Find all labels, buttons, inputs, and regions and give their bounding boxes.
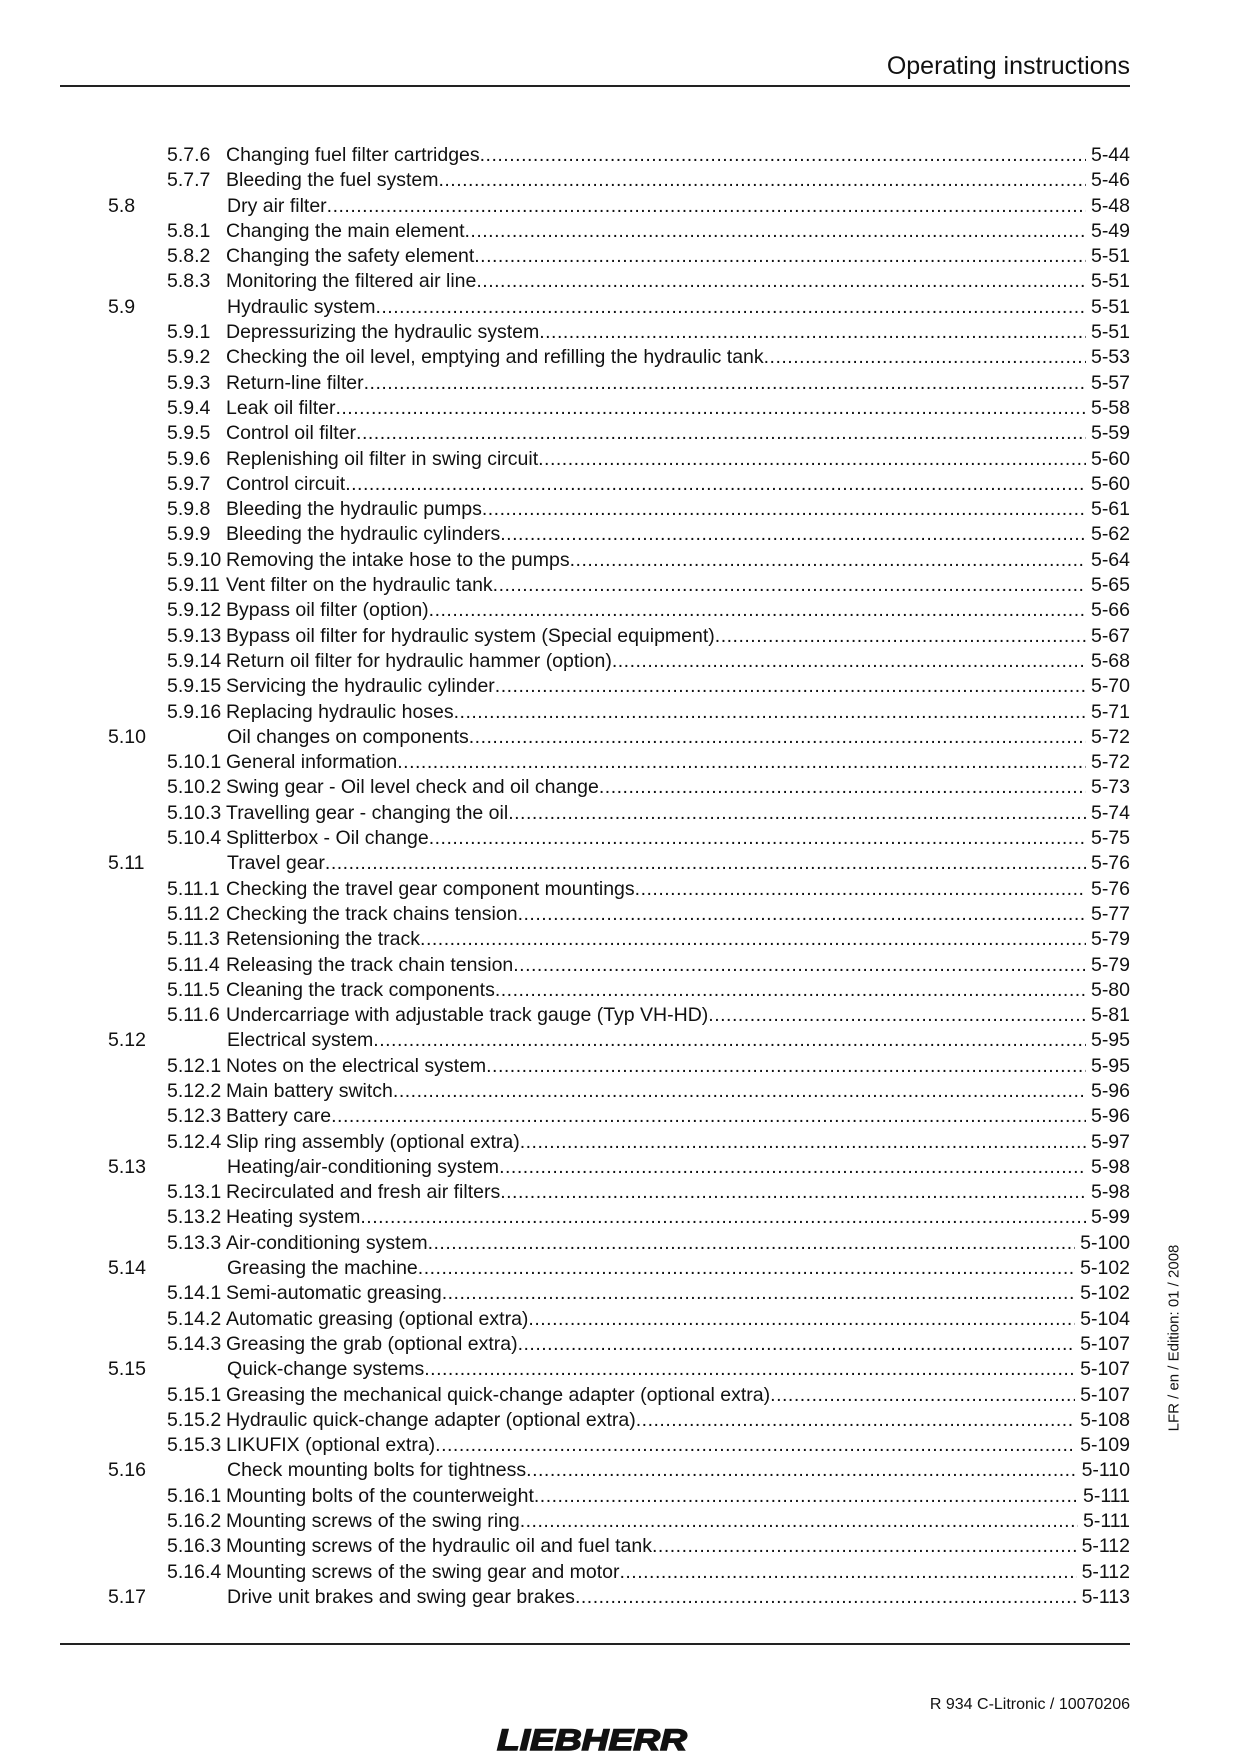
toc-number: 5.11.2 <box>167 902 220 925</box>
toc-page-number: 5-75 <box>1086 826 1130 851</box>
toc-title: Control circuit ..... <box>226 472 1130 497</box>
toc-title: Return-line filter ..... <box>226 371 1130 396</box>
toc-number: 5.9.15 <box>167 675 222 698</box>
toc-page-number: 5-58 <box>1086 396 1130 421</box>
toc-page-number: 5-48 <box>1086 194 1130 219</box>
toc-subsection-row <box>60 1534 1130 1559</box>
toc-title: Heating system ..... <box>226 1205 1130 1230</box>
toc-title: Replacing hydraulic hoses ..... <box>226 700 1130 725</box>
toc-title: Recirculated and fresh air filters ..... <box>226 1180 1130 1205</box>
toc-subsection-row <box>60 826 1130 851</box>
toc-subsection-row <box>60 1307 1130 1332</box>
toc-title: Monitoring the filtered air line ..... <box>226 269 1130 294</box>
toc-number: 5.16.2 <box>167 1510 222 1533</box>
toc-subsection-row <box>60 801 1130 826</box>
toc-subsection-row <box>60 877 1130 902</box>
toc-page-number: 5-71 <box>1086 700 1130 725</box>
toc-title: Mounting screws of the hydraulic oil and fuel tank ..... <box>226 1534 1130 1559</box>
toc-title: Greasing the machine ..... <box>227 1256 1130 1281</box>
toc-number: 5.9.3 <box>167 371 211 394</box>
toc-subsection-row <box>60 750 1130 775</box>
toc-page-number: 5-108 <box>1075 1408 1130 1433</box>
toc-page-number: 5-64 <box>1086 548 1130 573</box>
toc-page-number: 5-77 <box>1086 902 1130 927</box>
toc-number: 5.7.7 <box>167 169 211 192</box>
toc-title: Removing the intake hose to the pumps ..... <box>226 548 1130 573</box>
toc-number: 5.8.2 <box>167 245 211 268</box>
toc-section-row <box>60 194 1130 219</box>
toc-number: 5.9.14 <box>167 649 222 672</box>
toc-page-number: 5-96 <box>1086 1104 1130 1129</box>
toc-title: Travelling gear - changing the oil ..... <box>226 801 1130 826</box>
toc-number: 5.12.1 <box>167 1054 222 1077</box>
toc-page-number: 5-51 <box>1086 295 1130 320</box>
toc-title: LIKUFIX (optional extra) ..... <box>226 1433 1130 1458</box>
toc-section-row <box>60 1256 1130 1281</box>
toc-number: 5.9.16 <box>167 700 222 723</box>
toc-number: 5.9.8 <box>167 498 211 521</box>
toc-number: 5.9 <box>108 295 136 318</box>
toc-title: Main battery switch ..... <box>226 1079 1130 1104</box>
toc-number: 5.8 <box>108 194 136 217</box>
toc-page-number: 5-100 <box>1075 1231 1130 1256</box>
toc-page-number: 5-111 <box>1078 1509 1130 1534</box>
liebherr-logo-wordmark <box>494 1721 690 1755</box>
toc-subsection-row <box>60 1383 1130 1408</box>
toc-title: Changing the main element ..... <box>226 219 1130 244</box>
toc-subsection-row <box>60 978 1130 1003</box>
toc-title: Slip ring assembly (optional extra) ..... <box>226 1130 1130 1155</box>
toc-page-number: 5-60 <box>1086 447 1130 472</box>
toc-section-row <box>60 725 1130 750</box>
toc-title: Control oil filter ..... <box>226 421 1130 446</box>
toc-subsection-row <box>60 1104 1130 1129</box>
toc-subsection-row <box>60 421 1130 446</box>
toc-subsection-row <box>60 1205 1130 1230</box>
toc-number: 5.12.4 <box>167 1130 222 1153</box>
toc-number: 5.8.3 <box>167 270 211 293</box>
toc-section-row <box>60 1357 1130 1382</box>
toc-title: Automatic greasing (optional extra) ..... <box>226 1307 1130 1332</box>
toc-title: Splitterbox - Oil change ..... <box>226 826 1130 851</box>
toc-number: 5.13 <box>108 1155 146 1178</box>
toc-number: 5.13.2 <box>167 1206 222 1229</box>
toc-page-number: 5-72 <box>1086 725 1130 750</box>
table-of-contents <box>60 143 1130 1610</box>
toc-number: 5.14.2 <box>167 1307 222 1330</box>
toc-subsection-row <box>60 700 1130 725</box>
toc-title: Semi-automatic greasing ..... <box>226 1281 1130 1306</box>
toc-title: Changing the safety element ..... <box>226 244 1130 269</box>
toc-subsection-row <box>60 953 1130 978</box>
toc-title: General information ..... <box>226 750 1130 775</box>
toc-page-number: 5-51 <box>1086 269 1130 294</box>
toc-number: 5.10 <box>108 725 146 748</box>
toc-number: 5.9.1 <box>167 321 211 344</box>
toc-page-number: 5-62 <box>1086 522 1130 547</box>
toc-title: Heating/air-conditioning system ..... <box>227 1155 1130 1180</box>
toc-page-number: 5-65 <box>1086 573 1130 598</box>
toc-title: Electrical system ..... <box>227 1028 1130 1053</box>
toc-page-number: 5-107 <box>1075 1332 1130 1357</box>
toc-subsection-row <box>60 1231 1130 1256</box>
toc-title: Bypass oil filter (option) ..... <box>226 598 1130 623</box>
toc-page-number: 5-60 <box>1086 472 1130 497</box>
toc-number: 5.14.1 <box>167 1282 222 1305</box>
toc-subsection-row <box>60 244 1130 269</box>
toc-number: 5.9.6 <box>167 447 211 470</box>
toc-title: Hydraulic system ..... <box>227 295 1130 320</box>
toc-title: Vent filter on the hydraulic tank ..... <box>226 573 1130 598</box>
toc-number: 5.11.6 <box>167 1004 220 1027</box>
toc-number: 5.10.1 <box>167 751 222 774</box>
toc-title: Quick-change systems ..... <box>227 1357 1130 1382</box>
toc-page-number: 5-102 <box>1075 1281 1130 1306</box>
toc-page-number: 5-46 <box>1086 168 1130 193</box>
toc-title: Bleeding the fuel system ..... <box>226 168 1130 193</box>
toc-number: 5.12 <box>108 1029 146 1052</box>
toc-page-number: 5-112 <box>1077 1534 1130 1559</box>
toc-number: 5.9.5 <box>167 422 211 445</box>
toc-page-number: 5-102 <box>1075 1256 1130 1281</box>
toc-title: Changing fuel filter cartridges ..... <box>226 143 1130 168</box>
toc-page-number: 5-51 <box>1086 244 1130 269</box>
toc-number: 5.17 <box>108 1585 146 1608</box>
toc-page-number: 5-76 <box>1086 877 1130 902</box>
toc-page-number: 5-79 <box>1086 953 1130 978</box>
toc-title: Cleaning the track components ..... <box>226 978 1130 1003</box>
toc-number: 5.14.3 <box>167 1332 222 1355</box>
toc-subsection-row <box>60 1130 1130 1155</box>
toc-number: 5.9.7 <box>167 472 211 495</box>
toc-page-number: 5-95 <box>1086 1028 1130 1053</box>
toc-subsection-row <box>60 1332 1130 1357</box>
toc-section-row <box>60 1585 1130 1610</box>
toc-subsection-row <box>60 573 1130 598</box>
toc-number: 5.12.2 <box>167 1079 222 1102</box>
toc-page-number: 5-96 <box>1086 1079 1130 1104</box>
toc-title: Checking the oil level, emptying and refilling the hydraulic tank ..... <box>226 345 1130 370</box>
toc-subsection-row <box>60 1484 1130 1509</box>
toc-page-number: 5-49 <box>1086 219 1130 244</box>
toc-title: Undercarriage with adjustable track gauge (Typ VH-HD) ..... <box>226 1003 1130 1028</box>
toc-number: 5.16.4 <box>167 1560 222 1583</box>
toc-title: Checking the travel gear component mountings ..... <box>226 877 1130 902</box>
toc-title: Replenishing oil filter in swing circuit ..... <box>226 447 1130 472</box>
toc-number: 5.9.4 <box>167 396 211 419</box>
toc-title: Travel gear ..... <box>227 851 1130 876</box>
toc-title: Mounting screws of the swing gear and motor ..... <box>226 1560 1130 1585</box>
toc-title: Bleeding the hydraulic pumps ..... <box>226 497 1130 522</box>
toc-page-number: 5-67 <box>1086 624 1130 649</box>
toc-title: Leak oil filter ..... <box>226 396 1130 421</box>
toc-subsection-row <box>60 624 1130 649</box>
toc-number: 5.11.3 <box>167 928 220 951</box>
toc-page-number: 5-113 <box>1077 1585 1130 1610</box>
toc-title: Air-conditioning system ..... <box>226 1231 1130 1256</box>
toc-number: 5.15.3 <box>167 1434 222 1457</box>
toc-page-number: 5-99 <box>1086 1205 1130 1230</box>
toc-page-number: 5-79 <box>1086 927 1130 952</box>
toc-title: Return oil filter for hydraulic hammer (option) ..... <box>226 649 1130 674</box>
toc-section-row <box>60 1028 1130 1053</box>
toc-subsection-row <box>60 447 1130 472</box>
toc-number: 5.9.10 <box>167 548 222 571</box>
toc-page-number: 5-98 <box>1086 1155 1130 1180</box>
toc-title: Mounting screws of the swing ring ..... <box>226 1509 1130 1534</box>
toc-subsection-row <box>60 1509 1130 1534</box>
toc-title: Mounting bolts of the counterweight ..... <box>226 1484 1130 1509</box>
toc-title: Greasing the mechanical quick-change adapter (optional extra) ..... <box>226 1383 1130 1408</box>
toc-subsection-row <box>60 598 1130 623</box>
toc-subsection-row <box>60 269 1130 294</box>
toc-title: Greasing the grab (optional extra) ..... <box>226 1332 1130 1357</box>
toc-page-number: 5-76 <box>1086 851 1130 876</box>
toc-title: Bypass oil filter for hydraulic system (Special equipment) ..... <box>226 624 1130 649</box>
toc-title: Bleeding the hydraulic cylinders ..... <box>226 522 1130 547</box>
toc-section-row <box>60 1155 1130 1180</box>
toc-subsection-row <box>60 1180 1130 1205</box>
header-divider <box>60 85 1130 87</box>
toc-page-number: 5-80 <box>1086 978 1130 1003</box>
toc-number: 5.7.6 <box>167 144 211 166</box>
toc-page-number: 5-68 <box>1086 649 1130 674</box>
toc-subsection-row <box>60 902 1130 927</box>
toc-title: Hydraulic quick-change adapter (optional extra) ..... <box>226 1408 1130 1433</box>
toc-subsection-row <box>60 1003 1130 1028</box>
toc-subsection-row <box>60 371 1130 396</box>
toc-number: 5.14 <box>108 1257 146 1280</box>
toc-number: 5.12.3 <box>167 1105 222 1128</box>
toc-subsection-row <box>60 497 1130 522</box>
toc-number: 5.11.1 <box>167 877 220 900</box>
toc-number: 5.11.5 <box>167 978 220 1001</box>
toc-title: Checking the track chains tension ..... <box>226 902 1130 927</box>
toc-title: Drive unit brakes and swing gear brakes ..... <box>227 1585 1130 1610</box>
toc-number: 5.16 <box>108 1459 146 1482</box>
toc-number: 5.10.4 <box>167 827 222 850</box>
toc-subsection-row <box>60 396 1130 421</box>
toc-page-number: 5-72 <box>1086 750 1130 775</box>
toc-number: 5.11.4 <box>167 953 220 976</box>
toc-section-row <box>60 1458 1130 1483</box>
toc-page-number: 5-70 <box>1086 674 1130 699</box>
toc-subsection-row <box>60 1560 1130 1585</box>
toc-section-row <box>60 851 1130 876</box>
toc-subsection-row <box>60 927 1130 952</box>
toc-subsection-row <box>60 1408 1130 1433</box>
toc-number: 5.15.1 <box>167 1383 222 1406</box>
toc-subsection-row <box>60 548 1130 573</box>
toc-page-number: 5-112 <box>1077 1560 1130 1585</box>
toc-page-number: 5-51 <box>1086 320 1130 345</box>
toc-subsection-row <box>60 219 1130 244</box>
toc-page-number: 5-53 <box>1086 345 1130 370</box>
toc-number: 5.8.1 <box>167 219 211 242</box>
toc-page-number: 5-107 <box>1075 1357 1130 1382</box>
toc-page-number: 5-95 <box>1086 1054 1130 1079</box>
toc-subsection-row <box>60 1054 1130 1079</box>
toc-page-number: 5-111 <box>1078 1484 1130 1509</box>
toc-page-number: 5-109 <box>1075 1433 1130 1458</box>
logo-lettering: LIEBHERR <box>497 1724 688 1755</box>
toc-number: 5.9.2 <box>167 346 211 369</box>
toc-subsection-row <box>60 143 1130 168</box>
toc-subsection-row <box>60 522 1130 547</box>
toc-number: 5.9.9 <box>167 523 211 546</box>
toc-number: 5.15.2 <box>167 1408 222 1431</box>
footer-divider <box>60 1643 1130 1645</box>
toc-title: Releasing the track chain tension ..... <box>226 953 1130 978</box>
toc-section-row <box>60 295 1130 320</box>
toc-page-number: 5-57 <box>1086 371 1130 396</box>
toc-number: 5.10.2 <box>167 776 222 799</box>
toc-page-number: 5-66 <box>1086 598 1130 623</box>
toc-subsection-row <box>60 345 1130 370</box>
toc-subsection-row <box>60 1079 1130 1104</box>
toc-page-number: 5-44 <box>1086 143 1130 168</box>
toc-page-number: 5-59 <box>1086 421 1130 446</box>
toc-subsection-row <box>60 472 1130 497</box>
toc-page-number: 5-81 <box>1086 1003 1130 1028</box>
toc-number: 5.16.3 <box>167 1535 222 1558</box>
liebherr-logo <box>494 1721 690 1755</box>
toc-page-number: 5-104 <box>1075 1307 1130 1332</box>
toc-title: Swing gear - Oil level check and oil change ..... <box>226 775 1130 800</box>
toc-number: 5.9.11 <box>167 574 220 597</box>
toc-number: 5.15 <box>108 1358 146 1381</box>
edition-note: LFR / en / Edition: 01 / 2008 <box>1165 1244 1183 1432</box>
toc-subsection-row <box>60 1433 1130 1458</box>
toc-title: Dry air filter ..... <box>227 194 1130 219</box>
toc-title: Depressurizing the hydraulic system ..... <box>226 320 1130 345</box>
toc-page-number: 5-110 <box>1077 1458 1130 1483</box>
toc-subsection-row <box>60 775 1130 800</box>
toc-title: Servicing the hydraulic cylinder ..... <box>226 674 1130 699</box>
toc-number: 5.9.13 <box>167 624 222 647</box>
toc-subsection-row <box>60 649 1130 674</box>
toc-title: Notes on the electrical system ..... <box>226 1054 1130 1079</box>
toc-subsection-row <box>60 320 1130 345</box>
toc-page-number: 5-107 <box>1075 1383 1130 1408</box>
toc-number: 5.10.3 <box>167 801 222 824</box>
toc-number: 5.9.12 <box>167 599 222 622</box>
toc-subsection-row <box>60 674 1130 699</box>
toc-page-number: 5-61 <box>1086 497 1130 522</box>
toc-title: Retensioning the track ..... <box>226 927 1130 952</box>
toc-number: 5.16.1 <box>167 1484 222 1507</box>
toc-title: Check mounting bolts for tightness ..... <box>227 1458 1130 1483</box>
header-title: Operating instructions <box>886 52 1130 80</box>
toc-page-number: 5-97 <box>1086 1130 1130 1155</box>
toc-number: 5.13.3 <box>167 1231 222 1254</box>
toc-number: 5.13.1 <box>167 1181 222 1204</box>
toc-title: Battery care ..... <box>226 1104 1130 1129</box>
toc-page-number: 5-73 <box>1086 775 1130 800</box>
toc-page-number: 5-98 <box>1086 1180 1130 1205</box>
toc-number: 5.11 <box>108 852 145 875</box>
toc-page-number: 5-74 <box>1086 801 1130 826</box>
toc-subsection-row <box>60 1281 1130 1306</box>
toc-title: Oil changes on components ..... <box>227 725 1130 750</box>
toc-subsection-row <box>60 168 1130 193</box>
document-reference: R 934 C-Litronic / 10070206 <box>929 1696 1130 1713</box>
